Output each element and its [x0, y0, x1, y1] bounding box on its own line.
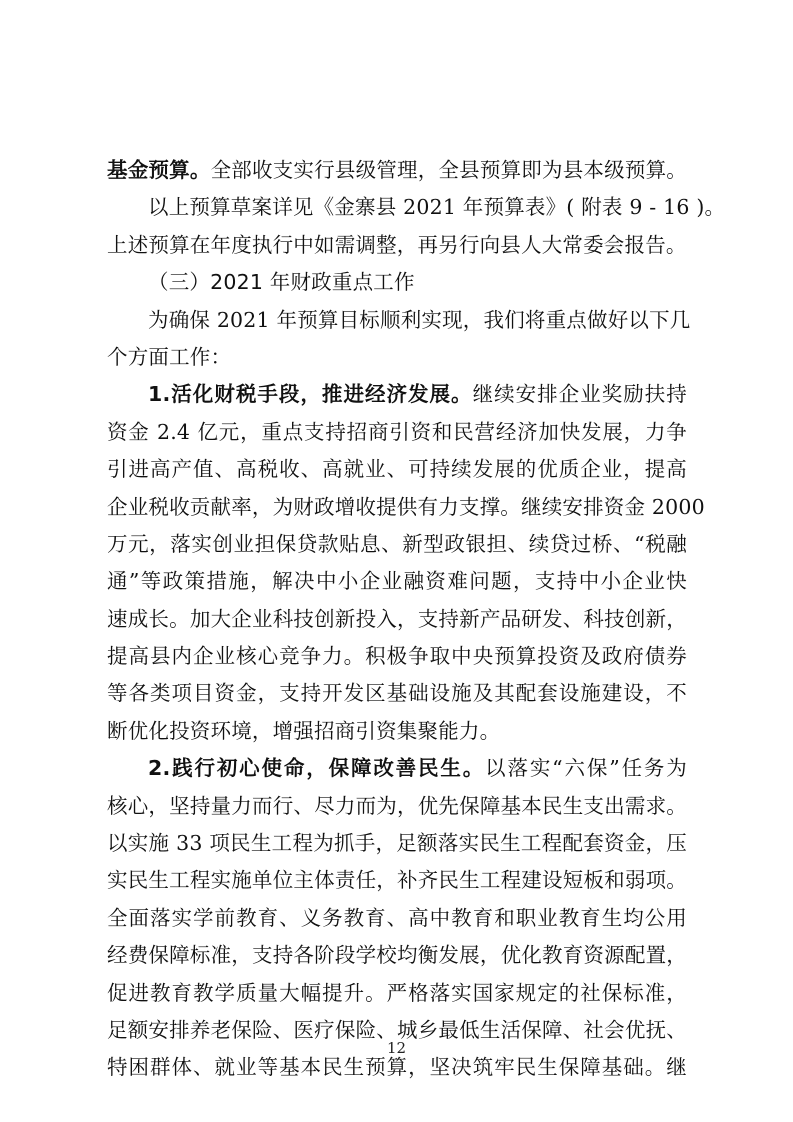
line-text: 等各类项目资金，支持开发区基础设施及其配套设施建设，不 [107, 681, 687, 706]
text-line-11 [107, 526, 687, 563]
line-text: 促进教育教学质量大幅提升。严格落实国家规定的社保标准， [107, 980, 687, 1005]
text-line-14 [107, 638, 687, 675]
line-text: 全面落实学前教育、义务教育、高中教育和职业教育生均公用 [107, 905, 687, 930]
line-text: 以实施 33 项民生工程为抓手，足额落实民生工程配套资金，压 [107, 831, 687, 856]
text-line-19 [107, 825, 687, 862]
bold-lead: 1.活化财税手段，推进经济发展。 [148, 382, 473, 407]
text-line-10 [107, 489, 705, 526]
line-text: 继续安排企业奖励扶持 [472, 382, 687, 407]
line-text: 万元，落实创业担保贷款贴息、新型政银担、续贷过桥、“税融 [107, 531, 687, 556]
text-line-5 [107, 302, 691, 339]
text-line-16 [107, 713, 687, 750]
bold-lead: 2.践行初心使命，保障改善民生。 [148, 756, 486, 781]
line-text: 上述预算在年度执行中如需调整，再另行向县人大常委会报告。 [107, 232, 687, 257]
line-text: 提高县内企业核心竞争力。积极争取中央预算投资及政府债券 [107, 644, 687, 669]
line-text: 以落实“六保”任务为 [485, 756, 687, 781]
text-line-3 [107, 227, 687, 264]
line-text: 足额安排养老保险、医疗保险、城乡最低生活保障、社会优抚、 [107, 1017, 687, 1042]
text-line-9 [107, 451, 687, 488]
line-text: 通”等政策措施，解决中小企业融资难问题，支持中小企业快 [107, 569, 687, 594]
text-line-7 [107, 376, 687, 413]
text-line-18 [107, 788, 687, 825]
line-text: 企业税收贡献率，为财政增收提供有力支撑。继续安排资金 2000 [107, 494, 705, 519]
text-line-13 [107, 601, 687, 638]
text-line-23 [107, 975, 687, 1012]
line-text: 实民生工程实施单位主体责任，补齐民生工程建设短板和弱项。 [107, 868, 687, 893]
line-text: 个方面工作： [107, 344, 232, 369]
text-line-12 [107, 563, 687, 600]
line-text: 引进高产值、高税收、高就业、可持续发展的优质企业，提高 [107, 457, 687, 482]
line-text: 特困群体、就业等基本民生预算，坚决筑牢民生保障基础。继 [107, 1055, 687, 1080]
line-text: 全部收支实行县级管理，全县预算即为县本级预算。 [210, 158, 687, 182]
text-line-8 [107, 414, 687, 451]
text-line-1 [107, 152, 687, 189]
section-heading [107, 264, 687, 301]
text-line-20 [107, 862, 687, 899]
text-line-17 [107, 750, 687, 787]
line-text: 以上预算草案详见《金寨县 2021 年预算表》( 附表 9 - 16 )。 [148, 195, 726, 220]
line-text: 断优化投资环境，增强招商引资集聚能力。 [107, 718, 501, 743]
text-line-22 [107, 937, 687, 974]
line-text: 资金 2.4 亿元，重点支持招商引资和民营经济加快发展，力争 [107, 419, 687, 444]
line-text: 核心，坚持量力而行、尽力而为，优先保障基本民生支出需求。 [107, 793, 687, 818]
text-line-21 [107, 900, 687, 937]
text-line-2 [107, 189, 726, 226]
line-text: 为确保 2021 年预算目标顺利实现，我们将重点做好以下几 [148, 307, 691, 332]
document-body [107, 152, 726, 1087]
line-text: 速成长。加大企业科技创新投入，支持新产品研发、科技创新， [107, 606, 687, 631]
text-line-15 [107, 675, 687, 712]
line-text: 经费保障标准，支持各阶段学校均衡发展，优化教育资源配置， [107, 943, 687, 968]
text-line-6 [107, 339, 687, 376]
section-heading-text: （三）2021 年财政重点工作 [148, 270, 415, 295]
bold-lead: 基金预算。 [107, 158, 211, 182]
page-number: 12 [386, 1039, 407, 1057]
